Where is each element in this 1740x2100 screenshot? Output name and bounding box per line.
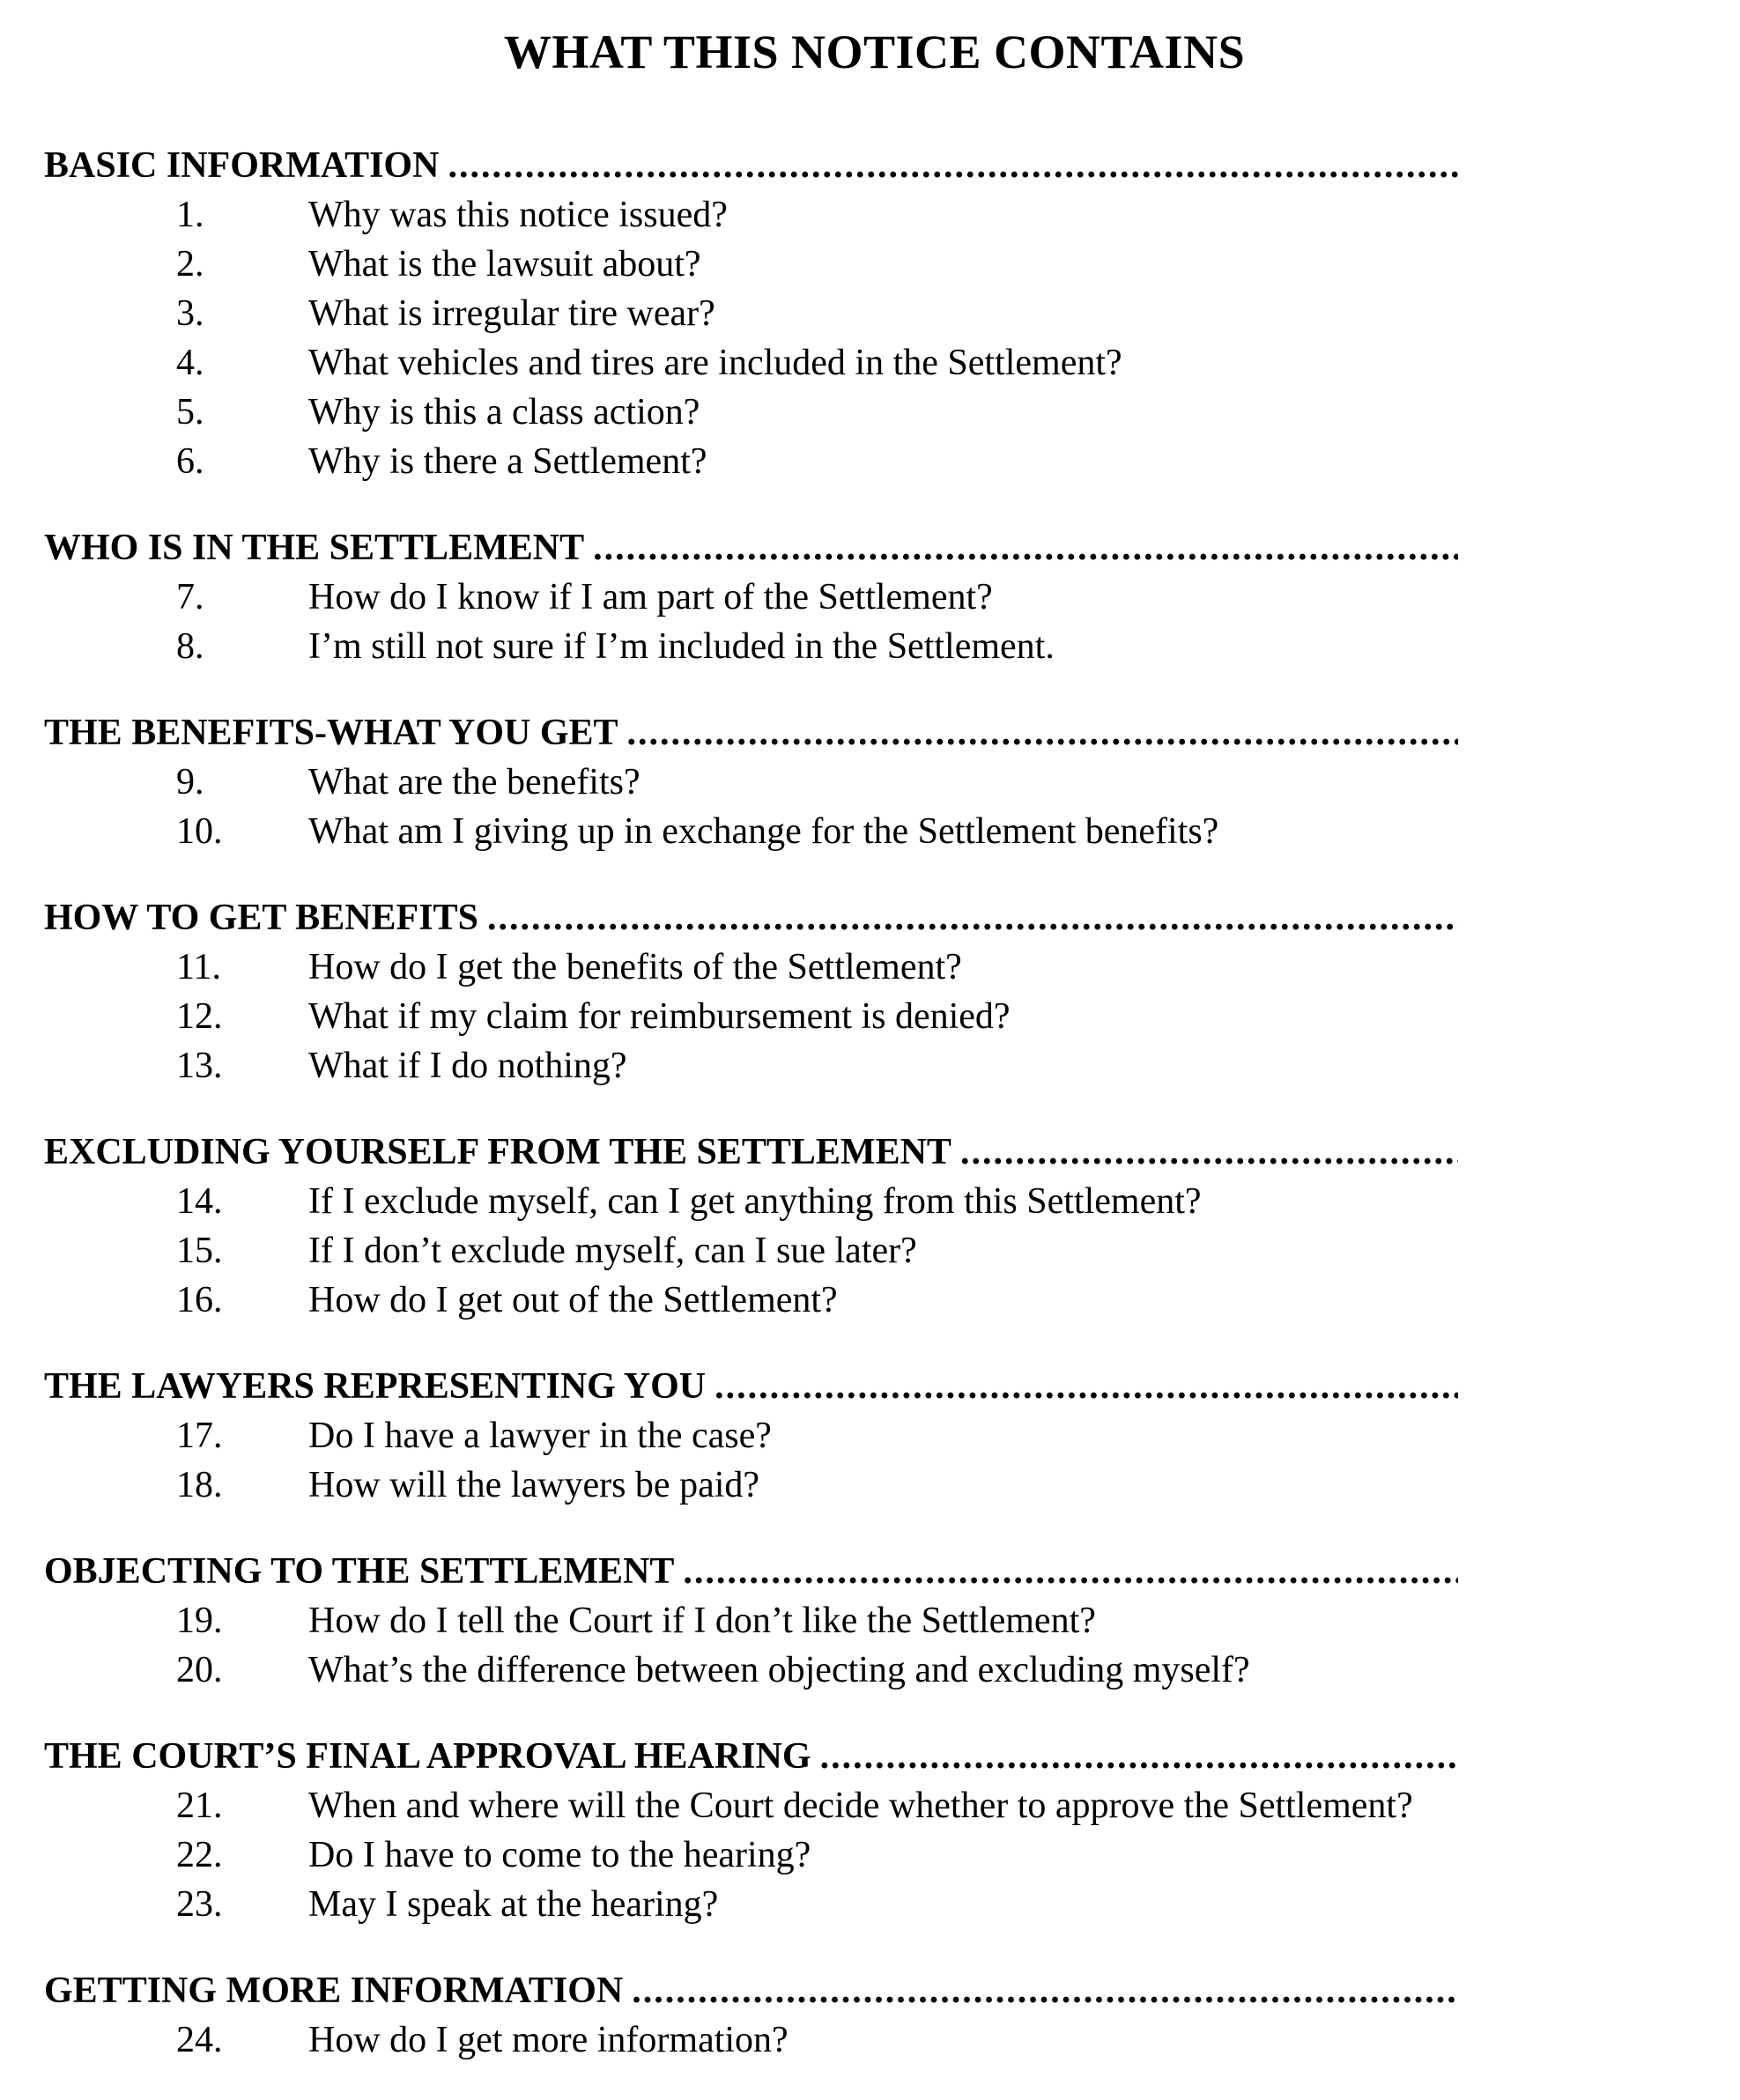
toc-item [44,190,1705,240]
toc-item [44,1177,1705,1226]
section-heading: THE BENEFITS-WHAT YOU GET [44,713,618,753]
item-question: What’s the difference between objecting and excluding myself? [308,1650,1250,1690]
item-number: 18. [176,1465,223,1505]
section-heading: HOW TO GET BENEFITS [44,898,478,938]
toc-item [44,1276,1705,1325]
toc-item [44,240,1705,289]
section-heading: OBJECTING TO THE SETTLEMENT [44,1551,675,1592]
item-number: 8. [176,626,204,667]
item-question: When and where will the Court decide whether to approve the Settlement? [308,1786,1413,1826]
item-question: Why is this a class action? [308,392,700,433]
item-number: 3. [176,293,204,334]
item-number: 12. [176,996,223,1037]
toc-item [44,1645,1705,1695]
toc-item [44,1830,1705,1880]
section-items [44,573,1705,671]
item-question: What is the lawsuit about? [308,244,701,285]
toc-item [44,1880,1705,1929]
dot-leader [627,708,1458,758]
section-heading: THE COURT’S FINAL APPROVAL HEARING [44,1736,811,1777]
toc-item [44,2015,1705,2065]
toc-item [44,289,1705,338]
toc-section [44,893,1705,1091]
item-question: I’m still not sure if I’m included in the Settlement. [308,626,1055,667]
item-number: 5. [176,392,204,433]
item-question: May I speak at the hearing? [308,1884,719,1925]
toc-item [44,1411,1705,1460]
section-heading-row [44,1547,1458,1596]
item-number: 16. [176,1280,223,1320]
item-number: 2. [176,244,204,285]
toc-item [44,807,1705,856]
section-items [44,2015,1705,2065]
toc-item [44,388,1705,437]
item-number: 1. [176,195,204,235]
item-number: 20. [176,1650,223,1690]
toc-section [44,708,1705,856]
item-number: 15. [176,1231,223,1271]
item-question: Why is there a Settlement? [308,441,707,482]
page-title: WHAT THIS NOTICE CONTAINS [503,26,1246,78]
item-question: Why was this notice issued? [308,195,728,235]
section-heading: THE LAWYERS REPRESENTING YOU [44,1366,707,1407]
dot-leader [487,893,1458,943]
item-question: What if my claim for reimbursement is denied? [308,996,1011,1037]
item-question: What is irregular tire wear? [308,293,715,334]
item-question: How do I know if I am part of the Settlement? [308,577,993,617]
toc-item [44,1460,1705,1510]
section-items [44,1781,1705,1929]
item-number: 22. [176,1835,223,1875]
item-number: 24. [176,2020,223,2060]
item-question: If I don’t exclude myself, can I sue later? [308,1231,917,1271]
toc-section [44,1362,1705,1510]
item-question: Do I have to come to the hearing? [308,1835,811,1875]
toc-section [44,1547,1705,1695]
section-heading-row [44,1732,1458,1781]
item-number: 6. [176,441,204,482]
section-heading-row [44,1966,1458,2015]
section-items [44,943,1705,1091]
toc-section [44,1732,1705,1929]
item-number: 13. [176,1046,223,1086]
item-question: How do I get the benefits of the Settlement? [308,947,962,987]
toc-section [44,1966,1705,2065]
section-heading-row [44,893,1458,943]
section-items [44,190,1705,486]
toc-section [44,1128,1705,1325]
section-heading: WHO IS IN THE SETTLEMENT [44,528,585,568]
item-question: What vehicles and tires are included in the Settlement? [308,343,1122,383]
section-items [44,758,1705,856]
toc-item [44,943,1705,992]
section-heading-row [44,141,1458,190]
section-heading-row [44,1362,1458,1411]
item-number: 23. [176,1884,223,1925]
item-number: 17. [176,1416,223,1456]
item-number: 7. [176,577,204,617]
section-items [44,1411,1705,1510]
toc-section [44,523,1705,671]
toc-item [44,1781,1705,1830]
toc-item [44,758,1705,807]
section-heading: GETTING MORE INFORMATION [44,1971,624,2011]
toc-item [44,1596,1705,1645]
item-number: 19. [176,1601,223,1641]
item-question: How do I get more information? [308,2020,789,2060]
toc-item [44,437,1705,486]
item-question: If I exclude myself, can I get anything from this Settlement? [308,1181,1202,1222]
item-question: How will the lawyers be paid? [308,1465,760,1505]
section-items [44,1177,1705,1325]
toc-section [44,141,1705,486]
section-heading: BASIC INFORMATION [44,145,440,186]
item-number: 4. [176,343,204,383]
toc-item [44,622,1705,671]
item-question: Do I have a lawyer in the case? [308,1416,772,1456]
dot-leader [715,1362,1458,1411]
item-question: What am I giving up in exchange for the Settlement benefits? [308,811,1219,852]
item-question: How do I get out of the Settlement? [308,1280,838,1320]
toc-item [44,1041,1705,1091]
item-number: 9. [176,762,204,802]
dot-leader [820,1732,1458,1781]
item-question: What if I do nothing? [308,1046,627,1086]
item-question: How do I tell the Court if I don’t like the Settlement? [308,1601,1096,1641]
section-heading-row [44,523,1458,573]
item-number: 21. [176,1786,223,1826]
item-number: 11. [176,947,221,987]
dot-leader [632,1966,1458,2015]
dot-leader [448,141,1458,190]
section-items [44,1596,1705,1695]
toc-item [44,573,1705,622]
dot-leader [960,1128,1458,1177]
dot-leader [593,523,1458,573]
toc-item [44,1226,1705,1276]
section-heading-row [44,1128,1458,1177]
item-number: 14. [176,1181,223,1222]
toc-item [44,992,1705,1041]
toc-item [44,338,1705,388]
section-heading-row [44,708,1458,758]
toc-sections-container [44,141,1705,2065]
dot-leader [683,1547,1458,1596]
item-number: 10. [176,811,223,852]
section-heading: EXCLUDING YOURSELF FROM THE SETTLEMENT [44,1132,951,1172]
item-question: What are the benefits? [308,762,640,802]
